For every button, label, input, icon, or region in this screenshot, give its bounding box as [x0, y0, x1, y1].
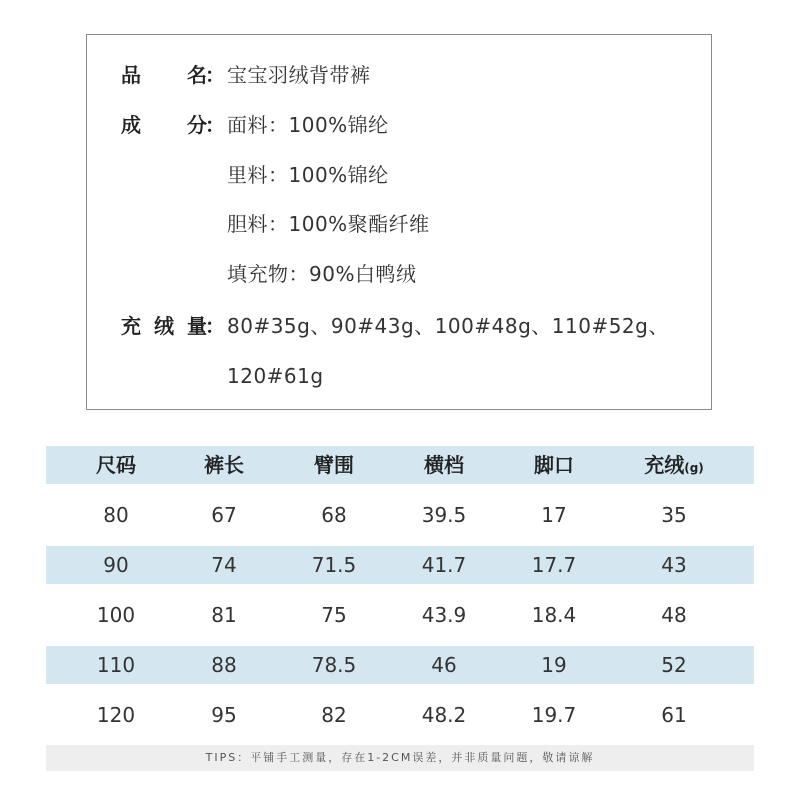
header-leg-opening: 脚口	[534, 453, 574, 477]
table-row	[46, 496, 754, 534]
table-row	[46, 696, 754, 734]
info-value-inner: 胆料：100%聚酯纤维	[227, 212, 430, 236]
info-label-name: 品名	[121, 63, 207, 87]
table-cell: 71.5	[311, 553, 357, 577]
info-value-lining: 里料：100%锦纶	[227, 163, 389, 187]
info-row-down-amount	[87, 311, 711, 341]
table-cell: 17	[541, 503, 567, 527]
product-info-box	[86, 34, 712, 410]
info-colon: ：	[205, 314, 225, 338]
table-cell: 100	[96, 603, 136, 627]
table-cell: 88	[211, 653, 237, 677]
info-value-down-amount-cont: 120#61g	[227, 364, 324, 388]
header-crotch: 横档	[424, 453, 464, 477]
info-value-name: 宝宝羽绒背带裤	[227, 63, 371, 87]
table-cell: 75	[321, 603, 347, 627]
table-cell: 43.9	[421, 603, 467, 627]
info-row-inner	[87, 209, 711, 239]
table-cell: 81	[211, 603, 237, 627]
table-row	[46, 596, 754, 634]
table-cell: 67	[211, 503, 237, 527]
info-colon: ：	[205, 63, 225, 87]
info-row-composition	[87, 110, 711, 140]
info-value-shell: 面料：100%锦纶	[227, 113, 389, 137]
table-cell: 18.4	[531, 603, 577, 627]
info-row-lining	[87, 160, 711, 190]
table-cell: 82	[321, 703, 347, 727]
info-colon: ：	[205, 113, 225, 137]
table-cell: 43	[661, 553, 687, 577]
info-value-down-amount: 80#35g、90#43g、100#48g、110#52g、	[227, 314, 669, 338]
table-cell: 19	[541, 653, 567, 677]
table-row	[46, 546, 754, 584]
table-cell: 78.5	[311, 653, 357, 677]
table-cell: 39.5	[421, 503, 467, 527]
table-cell: 35	[661, 503, 687, 527]
table-cell: 48	[661, 603, 687, 627]
size-table	[46, 446, 754, 746]
table-header-row	[46, 446, 754, 484]
table-cell: 80	[103, 503, 129, 527]
info-label-down-amount: 充绒量	[121, 314, 207, 338]
table-cell: 17.7	[531, 553, 577, 577]
info-row-name	[87, 60, 711, 90]
info-label-composition: 成分	[121, 113, 207, 137]
table-row	[46, 646, 754, 684]
info-value-filling: 填充物：90%白鸭绒	[227, 262, 417, 286]
header-down-fill	[614, 446, 734, 484]
info-row-down-amount-cont	[87, 361, 711, 391]
table-cell: 68	[321, 503, 347, 527]
table-cell: 90	[103, 553, 129, 577]
header-down-fill-label: 充绒	[644, 453, 685, 477]
table-cell: 19.7	[531, 703, 577, 727]
table-cell: 41.7	[421, 553, 467, 577]
header-down-fill-unit: (g)	[684, 461, 704, 475]
header-hip: 臂围	[314, 453, 354, 477]
info-row-filling	[87, 259, 711, 289]
table-cell: 46	[431, 653, 457, 677]
table-cell: 95	[211, 703, 237, 727]
tips-note: TIPS：平铺手工测量，存在1-2CM误差，并非质量问题，敬请谅解	[46, 745, 754, 771]
table-cell: 48.2	[421, 703, 467, 727]
table-cell: 74	[211, 553, 237, 577]
table-cell: 52	[661, 653, 687, 677]
header-length: 裤长	[204, 453, 244, 477]
table-cell: 120	[96, 703, 136, 727]
table-cell: 61	[661, 703, 687, 727]
table-cell: 110	[96, 653, 136, 677]
header-size: 尺码	[96, 453, 136, 477]
